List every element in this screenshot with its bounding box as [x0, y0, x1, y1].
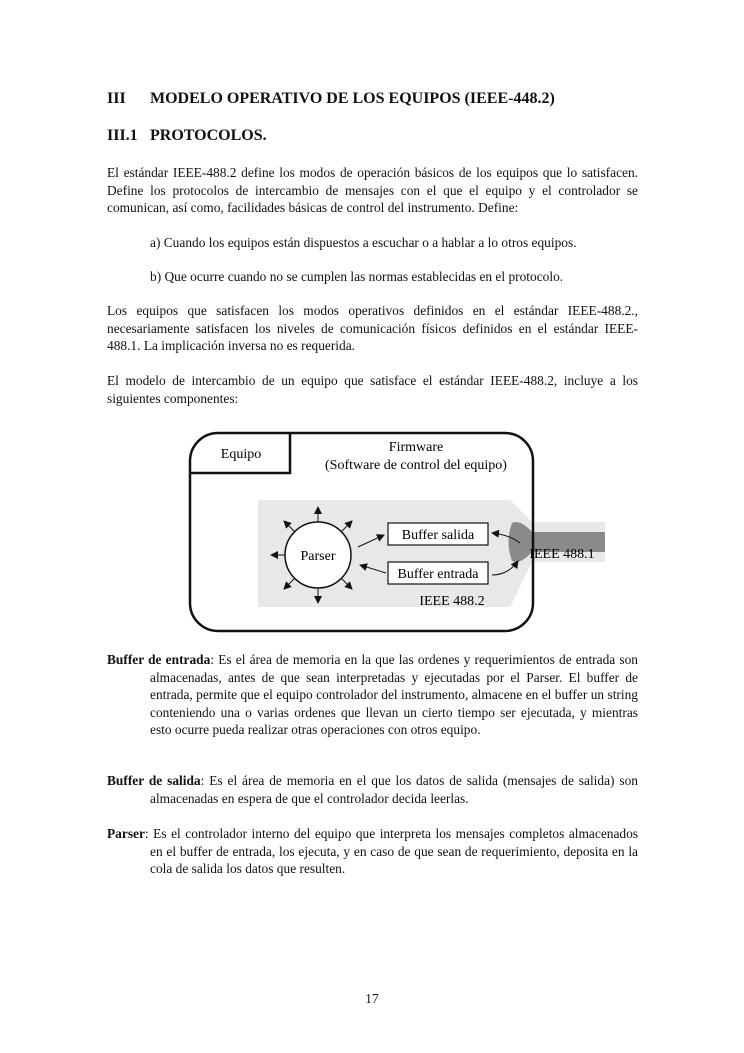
- ieee4881-label: IEEE 488.1: [529, 547, 595, 562]
- firmware-label: Firmware: [388, 440, 444, 455]
- definition-text: : Es el área de memoria en la que las ordenes y requerimientos de entrada son almacenadas, antes de que sean interpretadas y ejecutadas por el Parser. El buffer de entrada, permite que el equipo controlador del instrumento, almacene en el buffer un string conteniendo una o varias ordenes que llevan un cierto tiempo ser ejecutada, y mientras esto ocurre pueda realizar otras operaciones con otros equipo.: [150, 652, 638, 737]
- definition-buffer-entrada: [107, 651, 638, 739]
- definition-text: : Es el controlador interno del equipo que interpreta los mensajes completos almacenados en el buffer de entrada, los ejecuta, y en caso de que sean de requerimiento, deposita en la cola de salida los datos que resulten.: [144, 826, 638, 876]
- section-number: III: [107, 90, 126, 107]
- ieee4882-label: IEEE 488.2: [419, 594, 485, 609]
- term-buffer-entrada: Buffer de entrada: [107, 652, 211, 667]
- term-buffer-salida: Buffer de salida: [107, 773, 201, 788]
- equipo-label: Equipo: [220, 447, 262, 462]
- definition-text: : Es el área de memoria en el que los datos de salida (mensajes de salida) son almacenadas en espera de que el controlador decida leerlas.: [150, 773, 638, 806]
- firmware-sublabel: (Software de control del equipo): [325, 458, 507, 473]
- subsection-title: PROTOCOLOS.: [150, 127, 267, 144]
- definition-parser: [107, 825, 638, 878]
- list-item-b: b) Que ocurre cuando no se cumplen las normas establecidas en el protocolo.: [150, 269, 564, 284]
- term-parser: Parser: [107, 826, 145, 841]
- parser-label: Parser: [300, 549, 336, 564]
- list-item-a: a) Cuando los equipos están dispuestos a escuchar o a hablar a lo otros equipos.: [150, 235, 577, 250]
- paragraph-model: El modelo de intercambio de un equipo que satisface el estándar IEEE-488.2, incluye a los siguientes componentes:: [107, 373, 638, 406]
- section-heading: [107, 90, 555, 108]
- subsection-number: III.1: [107, 127, 138, 144]
- definition-buffer-salida: [107, 772, 638, 807]
- buffer-entrada-label: Buffer entrada: [397, 567, 479, 582]
- page-number: 17: [365, 991, 379, 1006]
- section-title: MODELO OPERATIVO DE LOS EQUIPOS (IEEE-448.2): [150, 90, 555, 107]
- paragraph-intro: El estándar IEEE-488.2 define los modos de operación básicos de los equipos que lo satisfacen. Define los protocolos de intercambio de mensajes con el que el equipo y el controlador se comunican, así como, facilidades básicas de control del instrumento. Define:: [107, 165, 638, 215]
- buffer-salida-label: Buffer salida: [401, 528, 475, 543]
- exchange-model-diagram: [180, 425, 620, 640]
- paragraph-levels: Los equipos que satisfacen los modos operativos definidos en el estándar IEEE-488.2., necesariamente satisfacen los niveles de comunicación físicos definidos en el estándar IEEE-488.1. La implicación inversa no es requerida.: [107, 303, 638, 353]
- subsection-heading: [107, 127, 267, 145]
